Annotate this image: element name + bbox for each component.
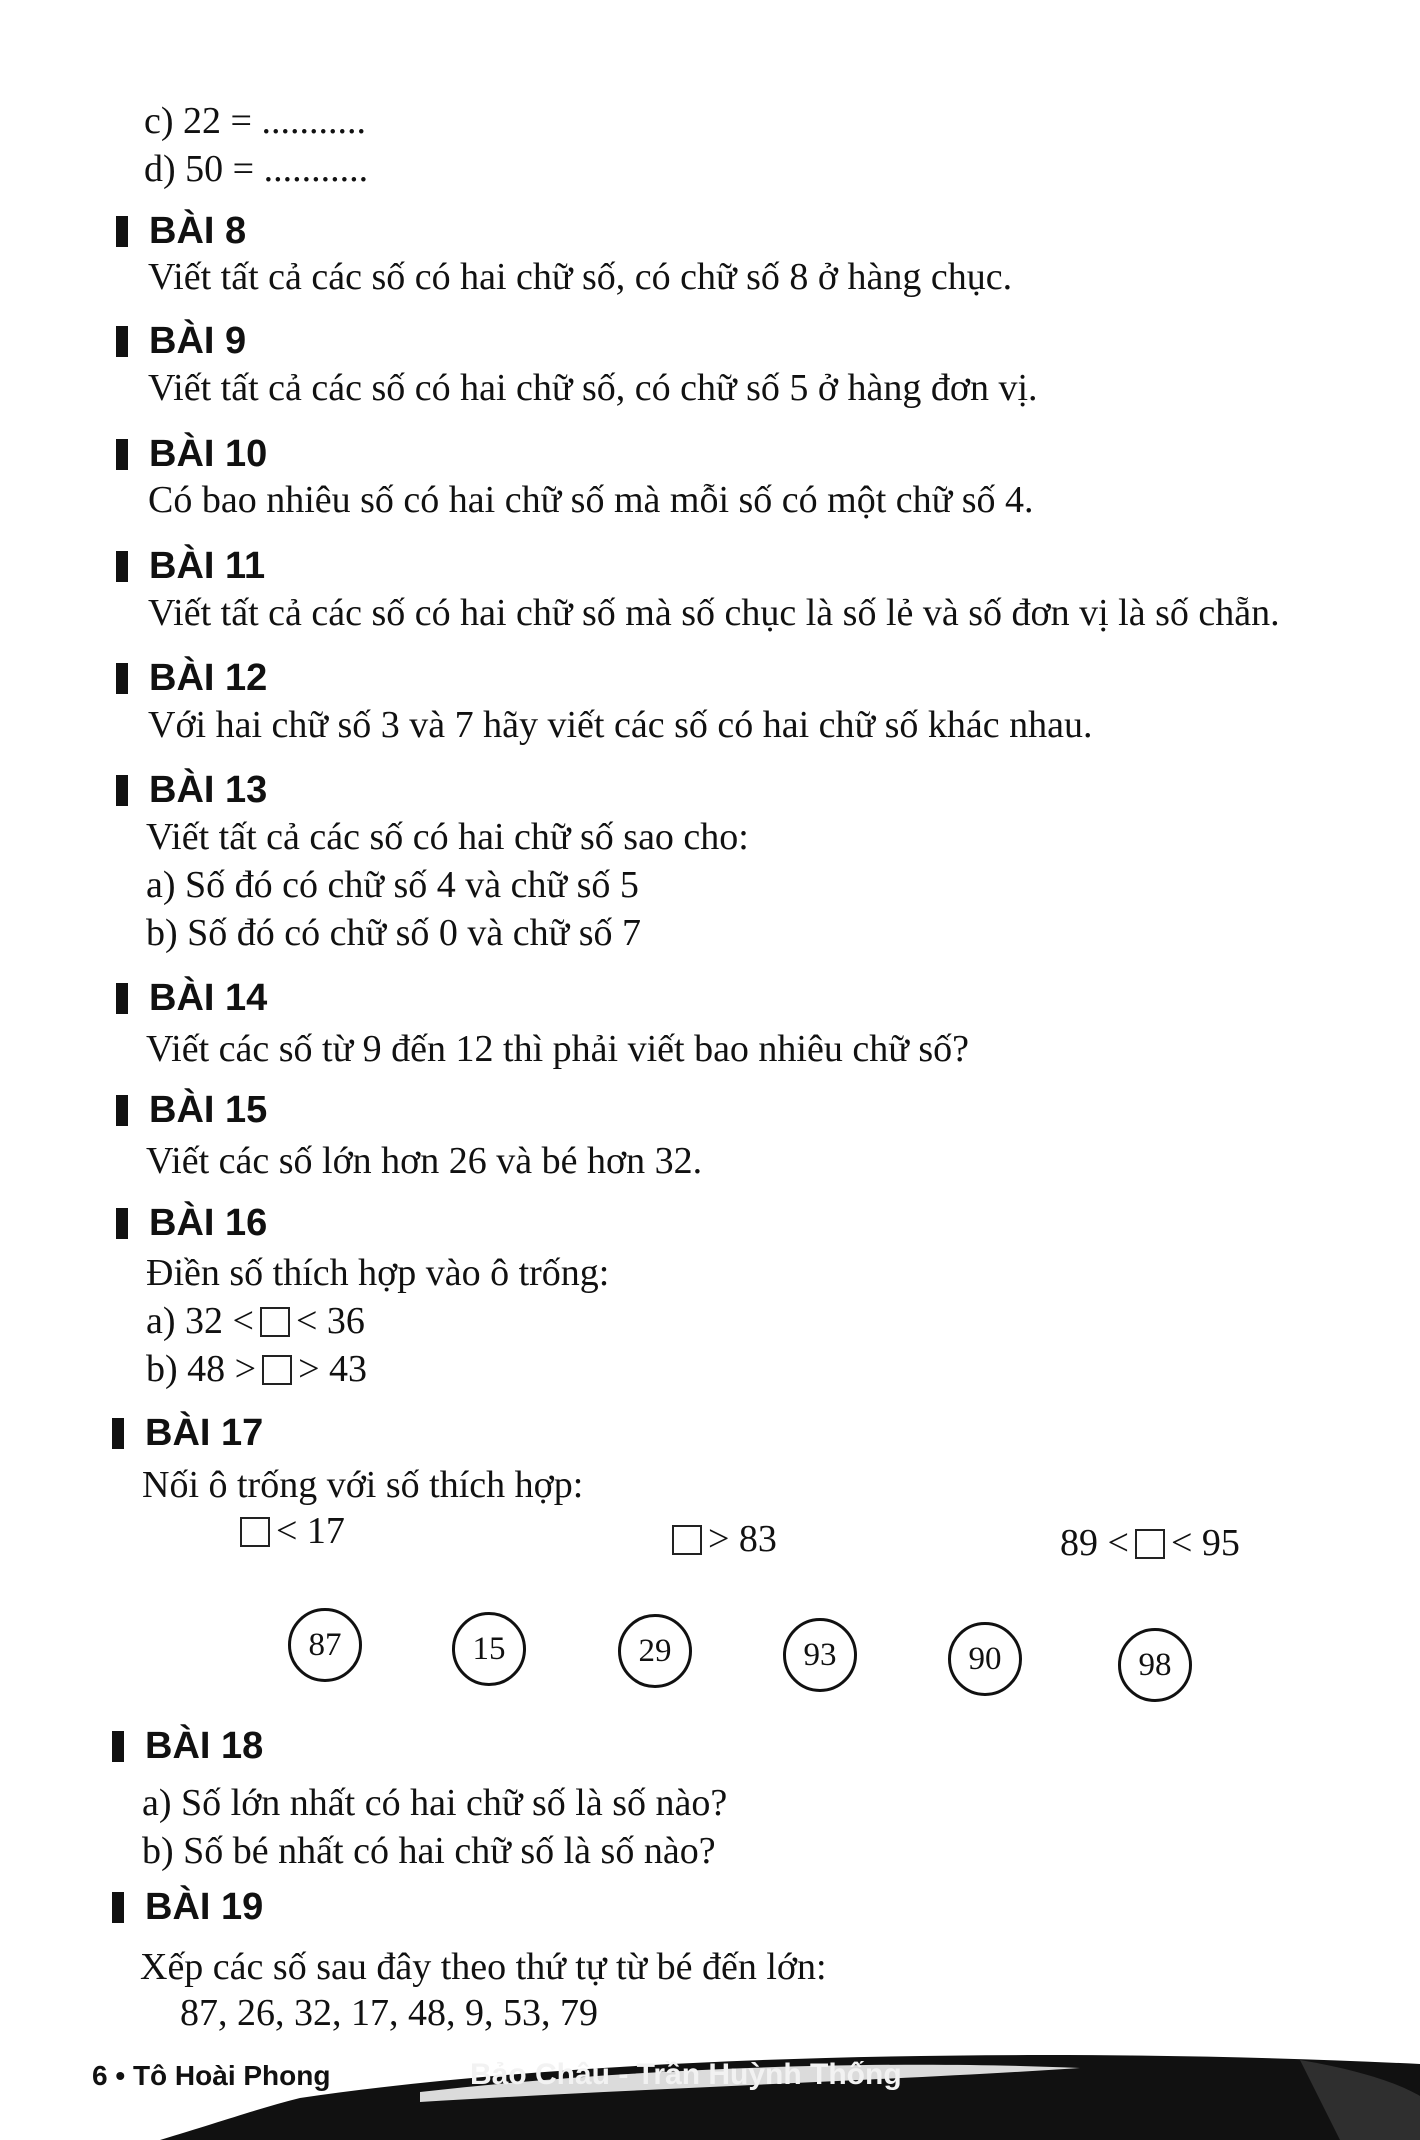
exercise-12-text: Với hai chữ số 3 và 7 hãy viết các số có hai chữ số khác nhau.	[148, 704, 1093, 746]
line-c: c) 22 = ...........	[144, 100, 366, 142]
exercise-16-text: Điền số thích hợp vào ô trống:	[146, 1252, 610, 1294]
bullet-square-icon	[116, 216, 128, 247]
blank-box	[260, 1307, 290, 1337]
blank-box	[1135, 1529, 1165, 1559]
bullet-square-icon	[116, 551, 128, 582]
blank-box	[240, 1517, 270, 1547]
exercise-heading-14: BÀI 14	[116, 979, 267, 1017]
footer-left	[92, 2060, 330, 2092]
compare-expression-1: < 17	[240, 1512, 345, 1550]
exercise-heading-13: BÀI 13	[116, 771, 267, 809]
bullet-square-icon	[116, 983, 128, 1014]
exercise-18-part-a: a) Số lớn nhất có hai chữ số là số nào?	[142, 1782, 728, 1824]
number-circle[interactable]: 15	[452, 1612, 526, 1686]
exercise-11-text: Viết tất cả các số có hai chữ số mà số chục là số lẻ và số đơn vị là số chẵn.	[148, 592, 1280, 634]
bullet-square-icon	[116, 775, 128, 806]
exercise-heading-16: BÀI 16	[116, 1204, 267, 1242]
exercise-heading-11: BÀI 11	[116, 547, 265, 585]
exercise-heading-12: BÀI 12	[116, 659, 267, 697]
exercise-10-text: Có bao nhiêu số có hai chữ số mà mỗi số có một chữ số 4.	[148, 479, 1034, 521]
number-circle[interactable]: 93	[783, 1618, 857, 1692]
exercise-heading-8: BÀI 8	[116, 212, 246, 250]
exercise-13-part-a: a) Số đó có chữ số 4 và chữ số 5	[146, 864, 639, 906]
exercise-15-text: Viết các số lớn hơn 26 và bé hơn 32.	[146, 1140, 703, 1182]
blank-box	[262, 1355, 292, 1385]
compare-expression-3: 89 < < 95	[1060, 1522, 1240, 1564]
number-circle[interactable]: 90	[948, 1622, 1022, 1696]
exercise-heading-18: BÀI 18	[112, 1727, 263, 1765]
bullet-square-icon	[116, 1208, 128, 1239]
exercise-14-text: Viết các số từ 9 đến 12 thì phải viết bao nhiêu chữ số?	[146, 1028, 969, 1070]
number-circle[interactable]: 98	[1118, 1628, 1192, 1702]
exercise-13-text: Viết tất cả các số có hai chữ số sao cho:	[146, 816, 749, 858]
bullet-square-icon	[116, 326, 128, 357]
exercise-8-text: Viết tất cả các số có hai chữ số, có chữ số 8 ở hàng chục.	[148, 256, 1013, 298]
exercise-18-part-b: b) Số bé nhất có hai chữ số là số nào?	[142, 1830, 716, 1872]
compare-expression-2: > 83	[672, 1520, 777, 1558]
exercise-19-text: Xếp các số sau đây theo thứ tự từ bé đến lớn:	[140, 1946, 827, 1988]
exercise-16-part-a: a) 32 < < 36	[146, 1300, 365, 1342]
bullet-square-icon	[116, 663, 128, 694]
exercise-heading-10: BÀI 10	[116, 435, 267, 473]
bullet-square-icon	[116, 439, 128, 470]
exercise-heading-9: BÀI 9	[116, 322, 246, 360]
exercise-heading-15: BÀI 15	[116, 1091, 267, 1129]
exercise-19-numbers: 87, 26, 32, 17, 48, 9, 53, 79	[180, 1992, 598, 2034]
exercise-17-text: Nối ô trống với số thích hợp:	[142, 1464, 584, 1506]
number-circle[interactable]: 29	[618, 1614, 692, 1688]
bullet-square-icon	[112, 1892, 124, 1923]
line-d: d) 50 = ...........	[144, 148, 369, 190]
page-number: 6	[92, 2060, 108, 2091]
bullet-square-icon	[112, 1731, 124, 1762]
bullet-square-icon	[112, 1418, 124, 1449]
exercise-16-part-b: b) 48 > > 43	[146, 1348, 368, 1390]
exercise-heading-17: BÀI 17	[112, 1414, 263, 1452]
number-circle[interactable]: 87	[288, 1608, 362, 1682]
bullet-square-icon	[116, 1095, 128, 1126]
footer-author-right: Bảo Châu - Trần Huỳnh Thống	[470, 2058, 902, 2091]
footer-author-left: • Tô Hoài Phong	[115, 2060, 331, 2091]
exercise-13-part-b: b) Số đó có chữ số 0 và chữ số 7	[146, 912, 642, 954]
exercise-9-text: Viết tất cả các số có hai chữ số, có chữ số 5 ở hàng đơn vị.	[148, 367, 1038, 409]
exercise-heading-19: BÀI 19	[112, 1888, 263, 1926]
blank-box	[672, 1525, 702, 1555]
